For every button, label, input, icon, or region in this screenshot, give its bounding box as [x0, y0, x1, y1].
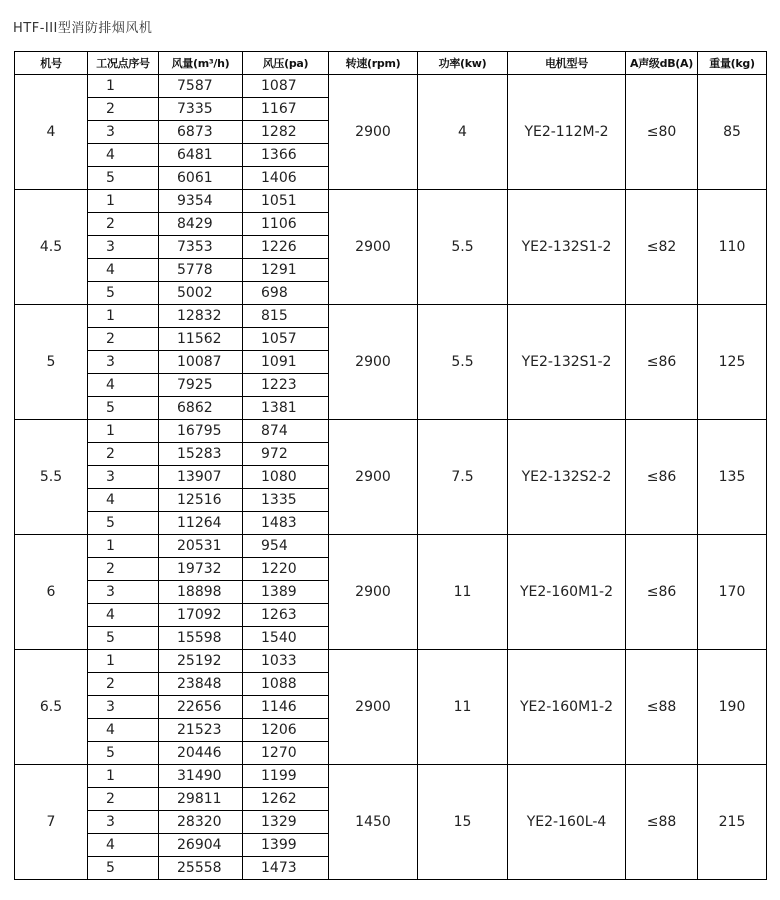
cell-weight: 170	[698, 535, 767, 650]
cell-motor: YE2-160M1-2	[508, 535, 626, 650]
cell-point: 2	[88, 328, 159, 351]
cell-airflow: 31490	[159, 765, 243, 788]
cell-point: 5	[88, 742, 159, 765]
cell-power: 11	[418, 535, 508, 650]
cell-power: 15	[418, 765, 508, 880]
cell-model: 4	[15, 75, 88, 190]
cell-pressure: 698	[243, 282, 329, 305]
cell-point: 3	[88, 236, 159, 259]
cell-airflow: 19732	[159, 558, 243, 581]
cell-point: 1	[88, 765, 159, 788]
cell-point: 3	[88, 811, 159, 834]
cell-noise: ≤86	[626, 535, 698, 650]
cell-pressure: 1106	[243, 213, 329, 236]
cell-pressure: 874	[243, 420, 329, 443]
cell-airflow: 25558	[159, 857, 243, 880]
cell-pressure: 1051	[243, 190, 329, 213]
cell-pressure: 1146	[243, 696, 329, 719]
cell-point: 1	[88, 535, 159, 558]
cell-airflow: 11562	[159, 328, 243, 351]
cell-power: 7.5	[418, 420, 508, 535]
cell-airflow: 11264	[159, 512, 243, 535]
cell-motor: YE2-132S2-2	[508, 420, 626, 535]
cell-airflow: 16795	[159, 420, 243, 443]
cell-point: 5	[88, 167, 159, 190]
fan-spec-table	[14, 51, 767, 880]
cell-airflow: 25192	[159, 650, 243, 673]
cell-speed: 2900	[329, 305, 418, 420]
cell-airflow: 8429	[159, 213, 243, 236]
cell-airflow: 10087	[159, 351, 243, 374]
cell-pressure: 1167	[243, 98, 329, 121]
cell-point: 4	[88, 144, 159, 167]
cell-speed: 2900	[329, 535, 418, 650]
cell-pressure: 1399	[243, 834, 329, 857]
table-body	[15, 75, 767, 880]
cell-point: 2	[88, 98, 159, 121]
cell-airflow: 5778	[159, 259, 243, 282]
cell-point: 3	[88, 121, 159, 144]
cell-airflow: 26904	[159, 834, 243, 857]
cell-point: 2	[88, 673, 159, 696]
cell-airflow: 23848	[159, 673, 243, 696]
cell-point: 1	[88, 75, 159, 98]
cell-weight: 135	[698, 420, 767, 535]
cell-airflow: 17092	[159, 604, 243, 627]
cell-airflow: 7335	[159, 98, 243, 121]
header-weight: 重量(kg)	[698, 52, 767, 75]
cell-noise: ≤80	[626, 75, 698, 190]
cell-noise: ≤88	[626, 765, 698, 880]
table-row	[15, 190, 767, 213]
cell-speed: 2900	[329, 75, 418, 190]
header-row	[15, 52, 767, 75]
cell-pressure: 1087	[243, 75, 329, 98]
cell-airflow: 6873	[159, 121, 243, 144]
cell-noise: ≤82	[626, 190, 698, 305]
header-power: 功率(kw)	[418, 52, 508, 75]
cell-point: 4	[88, 604, 159, 627]
cell-airflow: 15283	[159, 443, 243, 466]
cell-model: 6	[15, 535, 88, 650]
cell-airflow: 28320	[159, 811, 243, 834]
cell-pressure: 1335	[243, 489, 329, 512]
cell-pressure: 1220	[243, 558, 329, 581]
cell-pressure: 1389	[243, 581, 329, 604]
cell-airflow: 5002	[159, 282, 243, 305]
cell-airflow: 21523	[159, 719, 243, 742]
cell-speed: 2900	[329, 420, 418, 535]
cell-point: 3	[88, 696, 159, 719]
page-title: HTF-III型消防排烟风机	[13, 21, 153, 36]
cell-speed: 2900	[329, 650, 418, 765]
cell-pressure: 1199	[243, 765, 329, 788]
cell-airflow: 12832	[159, 305, 243, 328]
cell-pressure: 1483	[243, 512, 329, 535]
cell-pressure: 1263	[243, 604, 329, 627]
cell-power: 11	[418, 650, 508, 765]
cell-motor: YE2-132S1-2	[508, 190, 626, 305]
cell-model: 5	[15, 305, 88, 420]
cell-point: 2	[88, 788, 159, 811]
cell-airflow: 13907	[159, 466, 243, 489]
cell-pressure: 1282	[243, 121, 329, 144]
cell-model: 4.5	[15, 190, 88, 305]
table-row	[15, 535, 767, 558]
cell-airflow: 6061	[159, 167, 243, 190]
table-row	[15, 75, 767, 98]
cell-point: 4	[88, 834, 159, 857]
cell-noise: ≤86	[626, 305, 698, 420]
cell-weight: 190	[698, 650, 767, 765]
cell-airflow: 20531	[159, 535, 243, 558]
cell-pressure: 1223	[243, 374, 329, 397]
table-row	[15, 765, 767, 788]
cell-weight: 125	[698, 305, 767, 420]
header-noise: A声级dB(A)	[626, 52, 698, 75]
header-point: 工况点序号	[88, 52, 159, 75]
header-model: 机号	[15, 52, 88, 75]
cell-airflow: 18898	[159, 581, 243, 604]
cell-pressure: 1329	[243, 811, 329, 834]
cell-pressure: 1091	[243, 351, 329, 374]
cell-power: 5.5	[418, 305, 508, 420]
cell-pressure: 1473	[243, 857, 329, 880]
cell-pressure: 1226	[243, 236, 329, 259]
table-row	[15, 650, 767, 673]
cell-airflow: 7587	[159, 75, 243, 98]
cell-airflow: 12516	[159, 489, 243, 512]
cell-point: 4	[88, 259, 159, 282]
cell-pressure: 1206	[243, 719, 329, 742]
cell-point: 2	[88, 443, 159, 466]
cell-noise: ≤88	[626, 650, 698, 765]
table-row	[15, 305, 767, 328]
cell-airflow: 20446	[159, 742, 243, 765]
cell-model: 6.5	[15, 650, 88, 765]
cell-point: 3	[88, 466, 159, 489]
cell-point: 4	[88, 489, 159, 512]
cell-pressure: 972	[243, 443, 329, 466]
cell-model: 5.5	[15, 420, 88, 535]
cell-point: 2	[88, 558, 159, 581]
cell-airflow: 9354	[159, 190, 243, 213]
cell-model: 7	[15, 765, 88, 880]
cell-point: 5	[88, 397, 159, 420]
cell-airflow: 29811	[159, 788, 243, 811]
cell-point: 1	[88, 420, 159, 443]
cell-point: 4	[88, 374, 159, 397]
cell-airflow: 7353	[159, 236, 243, 259]
cell-power: 5.5	[418, 190, 508, 305]
cell-pressure: 1270	[243, 742, 329, 765]
cell-point: 5	[88, 627, 159, 650]
cell-speed: 2900	[329, 190, 418, 305]
cell-motor: YE2-112M-2	[508, 75, 626, 190]
cell-point: 5	[88, 857, 159, 880]
cell-weight: 85	[698, 75, 767, 190]
cell-airflow: 6862	[159, 397, 243, 420]
cell-pressure: 1080	[243, 466, 329, 489]
cell-pressure: 1540	[243, 627, 329, 650]
cell-point: 5	[88, 512, 159, 535]
cell-point: 3	[88, 581, 159, 604]
cell-point: 1	[88, 305, 159, 328]
cell-point: 2	[88, 213, 159, 236]
header-pressure: 风压(pa)	[243, 52, 329, 75]
cell-weight: 215	[698, 765, 767, 880]
cell-point: 5	[88, 282, 159, 305]
table-row	[15, 420, 767, 443]
cell-pressure: 954	[243, 535, 329, 558]
cell-point: 1	[88, 650, 159, 673]
cell-pressure: 1033	[243, 650, 329, 673]
cell-speed: 1450	[329, 765, 418, 880]
cell-pressure: 1381	[243, 397, 329, 420]
cell-pressure: 815	[243, 305, 329, 328]
cell-motor: YE2-160L-4	[508, 765, 626, 880]
cell-point: 1	[88, 190, 159, 213]
cell-weight: 110	[698, 190, 767, 305]
cell-pressure: 1406	[243, 167, 329, 190]
cell-airflow: 6481	[159, 144, 243, 167]
cell-airflow: 15598	[159, 627, 243, 650]
cell-pressure: 1088	[243, 673, 329, 696]
cell-motor: YE2-160M1-2	[508, 650, 626, 765]
header-speed: 转速(rpm)	[329, 52, 418, 75]
cell-pressure: 1057	[243, 328, 329, 351]
cell-power: 4	[418, 75, 508, 190]
cell-airflow: 22656	[159, 696, 243, 719]
cell-pressure: 1366	[243, 144, 329, 167]
header-motor: 电机型号	[508, 52, 626, 75]
cell-point: 3	[88, 351, 159, 374]
header-airflow: 风量(m³/h)	[159, 52, 243, 75]
cell-motor: YE2-132S1-2	[508, 305, 626, 420]
cell-noise: ≤86	[626, 420, 698, 535]
cell-point: 4	[88, 719, 159, 742]
cell-pressure: 1291	[243, 259, 329, 282]
cell-pressure: 1262	[243, 788, 329, 811]
cell-airflow: 7925	[159, 374, 243, 397]
